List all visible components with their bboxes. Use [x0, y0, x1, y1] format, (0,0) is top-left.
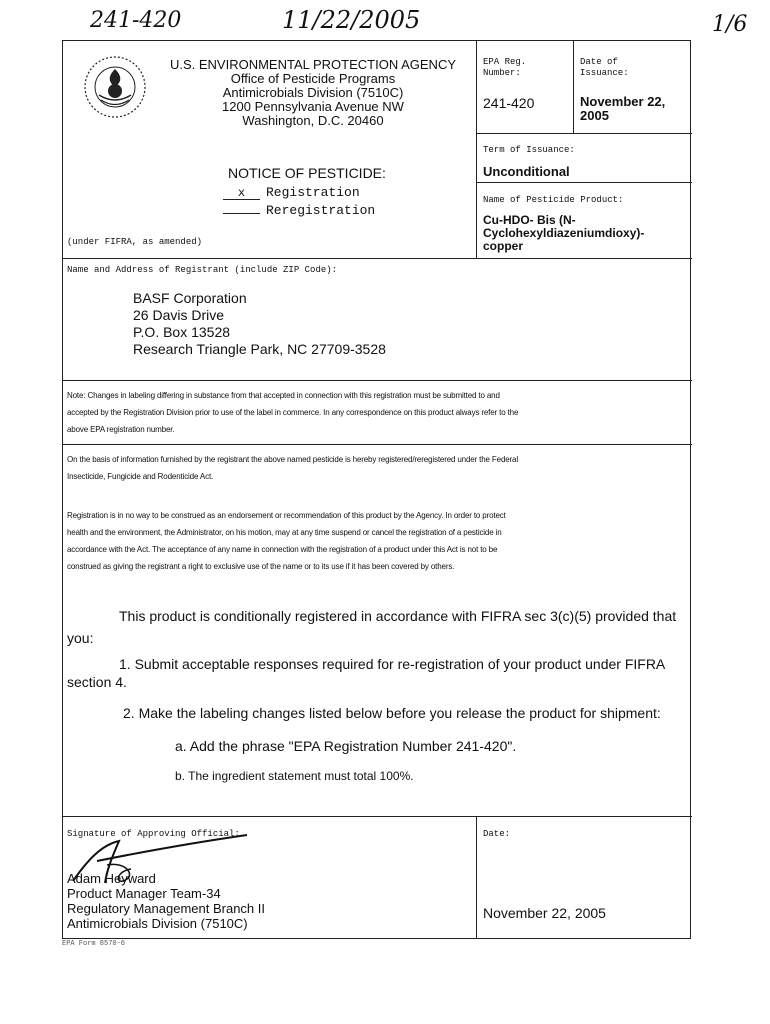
registrant-po-box: P.O. Box 13528 [133, 324, 231, 340]
reregistration-mark [223, 213, 260, 214]
rule-below-registrant [63, 380, 692, 381]
endorsement-line-1: Registration is in no way to be construed as an endorsement or recommendation of this product by the Agency. In order to protect [67, 511, 506, 520]
signatory-name: Adam Heyward [67, 871, 156, 886]
signatory-division: Antimicrobials Division (7510C) [67, 916, 248, 931]
registration-mark: x [223, 187, 260, 200]
condition-item-2b: b. The ingredient statement must total 100%. [175, 769, 414, 783]
signatory-block [67, 871, 265, 931]
registrant-address [133, 290, 386, 358]
signature-label: Signature of Approving Official: [67, 829, 240, 839]
epa-reg-value: 241-420 [483, 95, 535, 111]
endorsement-line-4: construed as giving the registrant a right to exclusive use of the name or to its use if it has been covered by others. [67, 562, 455, 571]
basis-line-2: Insecticide, Fungicide and Rodenticide Act. [67, 472, 214, 481]
rule-above-signature [63, 816, 692, 817]
rule-below-header [63, 258, 692, 259]
agency-city: Washington, D.C. 20460 [242, 113, 384, 128]
pesticide-notice-form [62, 40, 691, 939]
note-line-3: above EPA registration number. [67, 425, 175, 434]
registrant-city: Research Triangle Park, NC 27709-3528 [133, 341, 386, 357]
product-name-label: Name of Pesticide Product: [483, 195, 624, 205]
labeling-note [67, 387, 692, 438]
basis-line-1: On the basis of information furnished by the registrant the above named pesticide is hereby registered/reregistered under the Federal [67, 455, 518, 464]
basis-paragraph [67, 451, 692, 485]
header-divider [476, 41, 477, 258]
notice-title: NOTICE OF PESTICIDE: [228, 165, 386, 181]
agency-header [153, 58, 473, 128]
epa-reg-label: EPA Reg. Number: [483, 57, 527, 78]
handwritten-page-number: 1/6 [712, 12, 748, 37]
signatory-title: Product Manager Team-34 [67, 886, 221, 901]
epa-form-number: EPA Form 8570-6 [62, 940, 126, 948]
note-line-1: Note: Changes in labeling differing in substance from that accepted in connection with this registration must be submitted to and [67, 391, 500, 400]
registrant-street: 26 Davis Drive [133, 307, 225, 323]
condition-item-1-line-2: section 4. [67, 674, 127, 690]
rule-below-note [63, 444, 692, 445]
product-name-value: Cu-HDO- Bis (N-Cyclohexyldiazeniumdioxy)-copper [483, 213, 645, 253]
under-fifra-note: (under FIFRA, as amended) [67, 237, 203, 247]
condition-item-2a: a. Add the phrase "EPA Registration Number 241-420". [175, 738, 517, 754]
endorsement-paragraph [67, 507, 692, 575]
agency-name: U.S. ENVIRONMENTAL PROTECTION AGENCY [169, 57, 457, 72]
signatory-branch: Regulatory Management Branch II [67, 901, 265, 916]
condition-item-2: 2. Make the labeling changes listed below before you release the product for shipment: [123, 705, 661, 721]
date-label: Date: [483, 829, 511, 839]
reregistration-checkbox-row [223, 203, 375, 218]
epa-seal-logo [83, 55, 147, 119]
handwritten-reg-number: 241-420 [90, 8, 182, 33]
conditions-intro-line-2: you: [67, 630, 94, 646]
division-name: Antimicrobials Division (7510C) [222, 85, 404, 100]
date-issuance-label: Date of Issuance: [580, 57, 629, 78]
condition-item-1-line-1: 1. Submit acceptable responses required for re-registration of your product under FIFRA [119, 656, 666, 672]
handwritten-date: 11/22/2005 [282, 6, 421, 34]
registrant-name: BASF Corporation [133, 290, 247, 306]
registration-checkbox-row [223, 185, 360, 200]
reg-date-divider [573, 41, 574, 133]
agency-street: 1200 Pennsylvania Avenue NW [222, 99, 404, 114]
rule-below-term [476, 182, 692, 183]
signature-date-value: November 22, 2005 [483, 905, 606, 921]
conditions-intro-line-1: This product is conditionally registered in accordance with FIFRA sec 3(c)(5) provided that [119, 608, 677, 624]
signature-date-divider [476, 816, 477, 939]
term-issuance-value: Unconditional [483, 164, 570, 179]
reregistration-label: Reregistration [266, 203, 376, 218]
date-issuance-value: November 22, 2005 [580, 94, 666, 123]
endorsement-line-3: accordance with the Act. The acceptance of any name in connection with the registration of a product under this Act is not to be [67, 545, 498, 554]
registration-label: Registration [266, 185, 360, 200]
office-name: Office of Pesticide Programs [230, 71, 396, 86]
rule-below-reg [476, 133, 692, 134]
term-issuance-label: Term of Issuance: [483, 145, 575, 155]
registrant-label: Name and Address of Registrant (include ZIP Code): [67, 265, 338, 275]
note-line-2: accepted by the Registration Division prior to use of the label in commerce. In any correspondence on this product always refer to the [67, 408, 519, 417]
endorsement-line-2: health and the environment, the Administrator, on his motion, may at any time suspend or cancel the registration of a pesticide in [67, 528, 502, 537]
